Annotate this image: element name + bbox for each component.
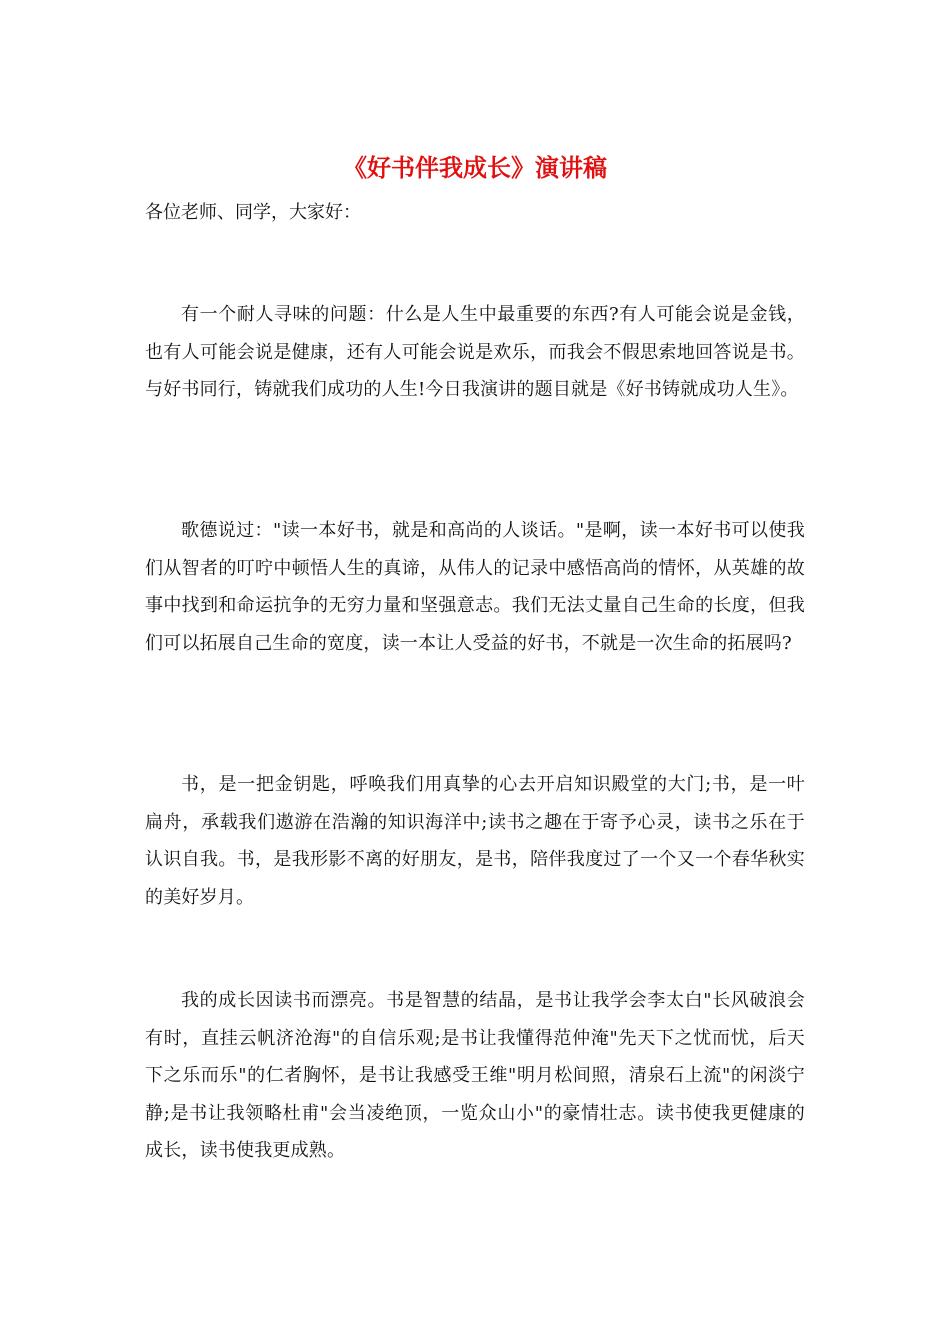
- paragraph-4: 我的成长因读书而漂亮。书是智慧的结晶，是书让我学会李太白"长风破浪会有时，直挂云帆济沧海"的自信乐观;是书让我懂得范仲淹"先天下之忧而忧，后天下之乐而乐"的仁者胸怀，是书让我感受王维"明月松间照，清泉石上流"的闲淡宁静;是书让我领略杜甫"会当凌绝顶，一览众山小"的豪情壮志。读书使我更健康的成长，读书使我更成熟。: [145, 990, 805, 1161]
- paragraph-3: 书，是一把金钥匙，呼唤我们用真挚的心去开启知识殿堂的大门;书，是一叶扁舟，承载我们遨游在浩瀚的知识海洋中;读书之趣在于寄予心灵，读书之乐在于认识自我。书，是我形影不离的好朋友，是书，陪伴我度过了一个又一个春华秋实的美好岁月。: [145, 774, 805, 908]
- paragraph-1: 有一个耐人寻味的问题：什么是人生中最重要的东西?有人可能会说是金钱，也有人可能会说是健康，还有人可能会说是欢乐，而我会不假思索地回答说是书。与好书同行，铸就我们成功的人生!今日我演讲的题目就是《好书铸就成功人生》。: [145, 304, 805, 400]
- paragraph-2: 歌德说过："读一本好书，就是和高尚的人谈话。"是啊，读一本好书可以使我们从智者的叮咛中顿悟人生的真谛，从伟人的记录中感悟高尚的情怀，从英雄的故事中找到和命运抗争的无穷力量和坚强意志。我们无法丈量自己生命的长度，但我们可以拓展自己生命的宽度，读一本让人受益的好书，不就是一次生命的拓展吗?: [145, 520, 805, 654]
- salutation: 各位老师、同学，大家好：: [145, 202, 361, 223]
- document-title: 《好书伴我成长》演讲稿: [343, 153, 607, 182]
